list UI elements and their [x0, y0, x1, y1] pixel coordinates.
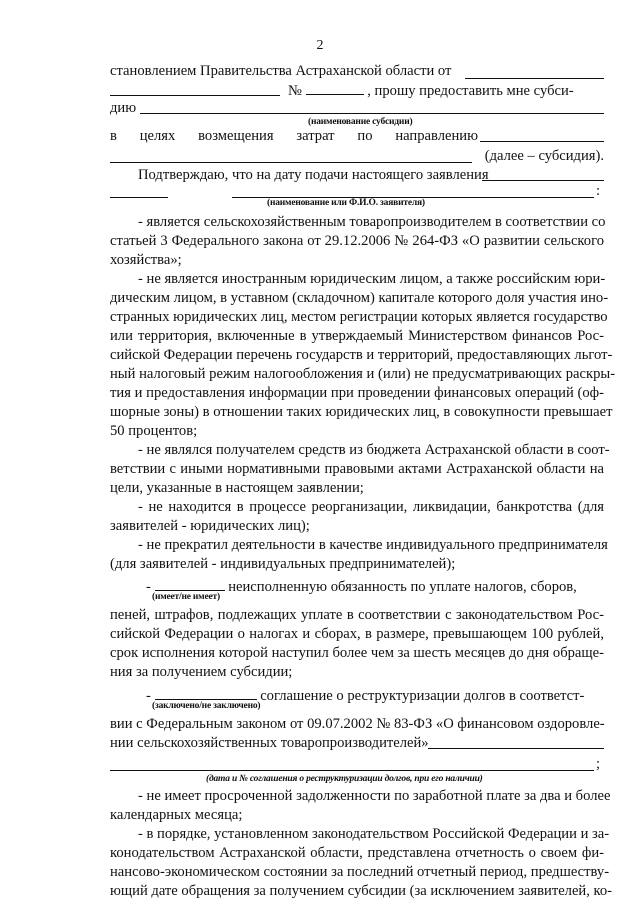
line-producer-1 [110, 213, 604, 232]
text-restructuring-dash: - [146, 688, 151, 704]
line-colon [596, 182, 606, 201]
line-law-1 [110, 715, 604, 734]
text-producer-1: - является сельскохозяйственным товаропроизводителем в соответствии со [138, 214, 606, 230]
line-wage-2 [110, 806, 604, 825]
line-budget-2 [110, 460, 604, 479]
blank-applicant-name[interactable] [482, 180, 604, 181]
text-foreign-1: - не является иностранным юридическим лицом, а также российским юри- [138, 271, 606, 287]
blank-date[interactable] [465, 78, 604, 79]
text-report-2: конодательством Астраханской области, представлена отчетность о своем фи- [110, 845, 604, 861]
text-resolution: становлением Правительства Астраханской области от [110, 63, 452, 79]
text-number-sign: № [288, 83, 302, 99]
text-tax-3: срок исполнения которой наступил более чем за шесть месяцев до дня обраще- [110, 645, 604, 661]
blank-tax-status[interactable] [155, 576, 225, 591]
blank-subsidy-name[interactable] [140, 113, 604, 114]
blank-direction-continued[interactable] [110, 162, 472, 163]
line-subsidy [110, 99, 604, 118]
text-wage-1: - не имеет просроченной задолженности по заработной плате за два и более [138, 788, 611, 804]
line-entrepreneur-1 [110, 536, 608, 555]
line-foreign-3 [110, 308, 608, 327]
line-wage-1 [110, 787, 611, 806]
text-tax-debt: неисполненную обязанность по уплате налогов, сборов, [228, 579, 577, 595]
text-subsidy: дию [110, 100, 137, 116]
text-reorg-2: заявителей - юридических лиц); [110, 518, 310, 534]
blank-agreement-info-continued[interactable] [110, 770, 594, 771]
text-report-3: нансово-экономическом состоянии за последний отчетный период, предшеству- [110, 864, 610, 880]
line-request [288, 80, 604, 101]
line-foreign-2 [110, 289, 609, 308]
text-budget-3: цели, указанные в настоящем заявлении; [110, 480, 364, 496]
text-foreign-9: 50 процентов; [110, 423, 198, 439]
line-tax-4 [110, 663, 604, 682]
line-foreign-6 [110, 365, 616, 384]
text-report-1: - в порядке, установленном законодательством Российской Федерации и за- [138, 826, 610, 842]
blank-resolution-date[interactable] [110, 95, 280, 96]
caption-applicant-name: (наименование или Ф.И.О. заявителя) [267, 198, 425, 208]
line-law-2 [110, 734, 604, 753]
line-report-3 [110, 863, 610, 882]
line-tax-3 [110, 644, 604, 663]
line-foreign-5 [110, 346, 613, 365]
line-foreign-4 [110, 327, 604, 346]
line-report-2 [110, 844, 604, 863]
line-budget-3 [110, 479, 604, 498]
page-number: 2 [316, 38, 324, 53]
line-foreign-7 [110, 384, 604, 403]
caption-agreement-info: (дата и № соглашения о реструктуризации долгов, при его наличии) [206, 774, 483, 784]
line-entrepreneur-2 [110, 555, 604, 574]
text-foreign-7: тия и предоставления информации при проведении финансовых операций (оф- [110, 385, 604, 401]
caption-subsidy-name: (наименование субсидии) [308, 117, 413, 127]
text-foreign-3: странных юридических лиц, местом регистрации которых является государство [110, 309, 608, 325]
line-report-4 [110, 882, 613, 901]
line-foreign-1 [110, 270, 604, 289]
text-tax-4: ния за получением субсидии; [110, 664, 293, 680]
text-producer-3: хозяйства»; [110, 252, 182, 268]
blank-applicant-name-start[interactable] [110, 197, 168, 198]
text-law-2: нии сельскохозяйственных товаропроизводителей» [110, 735, 429, 751]
text-subsidy-def: (далее – субсидия). [484, 148, 604, 164]
line-foreign-8 [110, 403, 613, 422]
blank-resolution-number[interactable] [306, 80, 364, 95]
text-colon: : [596, 183, 601, 199]
text-tax-2: сийской Федерации о налогах и сборах, в размере, превышающем 100 рублей, [110, 626, 604, 642]
line-purpose [110, 127, 478, 146]
text-foreign-4: или территория, включенные в утверждаемый Министерством финансов Рос- [110, 328, 604, 344]
text-producer-2: статьей 3 Федерального закона от 29.12.2006 № 264-ФЗ «О развитии сельского [110, 233, 604, 249]
line-tax-1 [110, 606, 604, 625]
text-law-1: вии с Федеральным законом от 09.07.2002 № 83-ФЗ «О финансовом оздоровле- [110, 716, 605, 732]
line-tax-2 [110, 625, 604, 644]
line-report-1 [110, 825, 610, 844]
line-budget-1 [110, 441, 610, 460]
text-confirm: Подтверждаю, что на дату подачи настоящего заявления [138, 167, 489, 183]
line-reorg-2 [110, 517, 604, 536]
text-entrepreneur-1: - не прекратил деятельности в качестве индивидуального предпринимателя [138, 537, 608, 553]
text-foreign-5: сийской Федерации перечень государств и территорий, предоставляющих льгот- [110, 347, 613, 363]
text-purpose: в целях возмещения затрат по направлению [110, 128, 478, 144]
line-semicolon [596, 755, 606, 774]
text-semicolon: ; [596, 756, 601, 772]
line-producer-3 [110, 251, 604, 270]
text-foreign-2: дическим лицом, в уставном (складочном) капитале которого доля участия ино- [110, 290, 609, 306]
text-budget-1: - не являлся получателем средств из бюджета Астраханской области в соот- [138, 442, 610, 458]
blank-agreement-info[interactable] [428, 748, 604, 749]
line-producer-2 [110, 232, 604, 251]
text-tax-dash: - [146, 579, 151, 595]
text-foreign-8: шорные зоны) в отношении таких юридических лиц, в совокупности превышает [110, 404, 613, 420]
text-tax-1: пеней, штрафов, подлежащих уплате в соответствии с законодательством Рос- [110, 607, 604, 623]
text-reorg-1: - не находится в процессе реорганизации, ликвидации, банкротства (для [138, 499, 604, 515]
text-wage-2: календарных месяца; [110, 807, 243, 823]
line-foreign-9 [110, 422, 604, 441]
text-request: , прошу предоставить мне субси- [367, 83, 574, 99]
text-restructuring: соглашение о реструктуризации долгов в соответст- [260, 688, 585, 704]
caption-tax-status: (имеет/не имеет) [152, 592, 220, 602]
text-entrepreneur-2: (для заявителей - индивидуальных предпринимателей); [110, 556, 456, 572]
line-reorg-1 [110, 498, 604, 517]
text-budget-2: ветствии с иными нормативными правовыми актами Астраханской области на [110, 461, 604, 477]
blank-direction[interactable] [480, 141, 604, 142]
caption-restructuring-status: (заключено/не заключено) [152, 701, 261, 711]
line-subsidy-def [478, 147, 604, 166]
line-confirm [110, 166, 604, 185]
text-foreign-6: ный налоговый режим налогообложения и (или) не предусматривающих раскры- [110, 366, 616, 382]
blank-restructuring-status[interactable] [155, 685, 257, 700]
text-report-4: ющий дате обращения за получением субсидии (за исключением заявителей, ко- [110, 883, 613, 899]
